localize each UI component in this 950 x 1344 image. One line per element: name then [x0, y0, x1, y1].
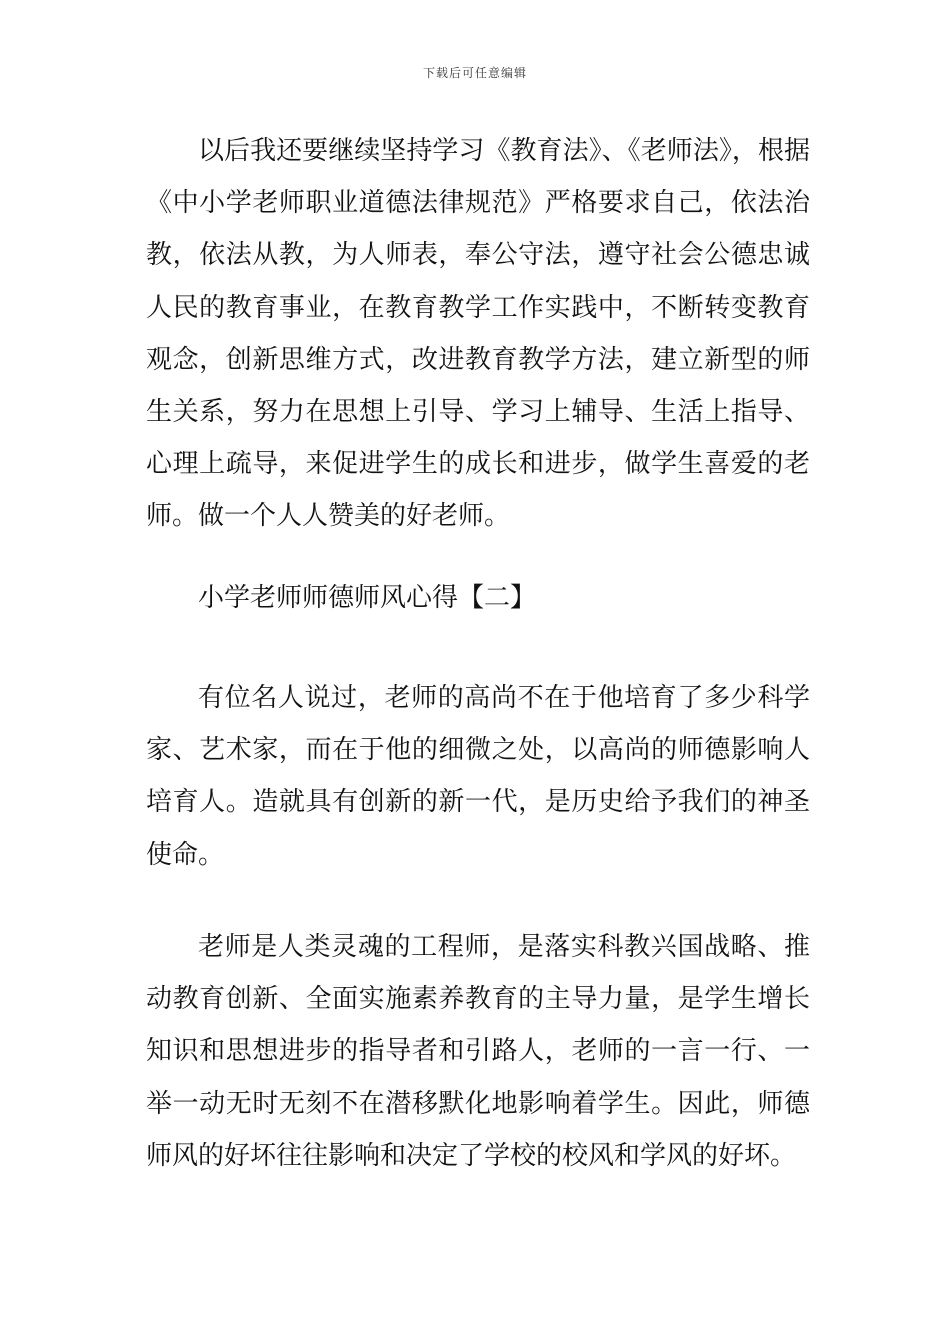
page-header: 下载后可任意编辑: [422, 66, 527, 80]
body-paragraph-2: 有位名人说过，老师的高尚不在于他培育了多少科学家、艺术家，而在于他的细微之处，以高尚的师德影响人培育人。造就具有创新的新一代，是历史给予我们的神圣使命。: [146, 683, 810, 870]
body-paragraph-1: 以后我还要继续坚持学习《教育法》、《老师法》，根据《中小学老师职业道德法律规范》严格要求自己，依法治教，依法从教，为人师表，奉公守法，遵守社会公德忠诚人民的教育事业，在教育教学工作实践中，不断转变教育观念，创新思维方式，改进教育教学方法，建立新型的师生关系，努力在思想上引导、学习上辅导、生活上指导、心理上疏导，来促进学生的成长和进步，做学生喜爱的老师。做一个人人赞美的好老师。: [146, 136, 810, 532]
section-heading: 小学老师师德师风心得【二】: [198, 583, 537, 613]
body-paragraph-3: 老师是人类灵魂的工程师，是落实科教兴国战略、推动教育创新、全面实施素养教育的主导力量，是学生增长知识和思想进步的指导者和引路人，老师的一言一行、一举一动无时无刻不在潜移默化地影响着学生。因此，师德师风的好坏往往影响和决定了学校的校风和学风的好坏。: [146, 932, 810, 1171]
